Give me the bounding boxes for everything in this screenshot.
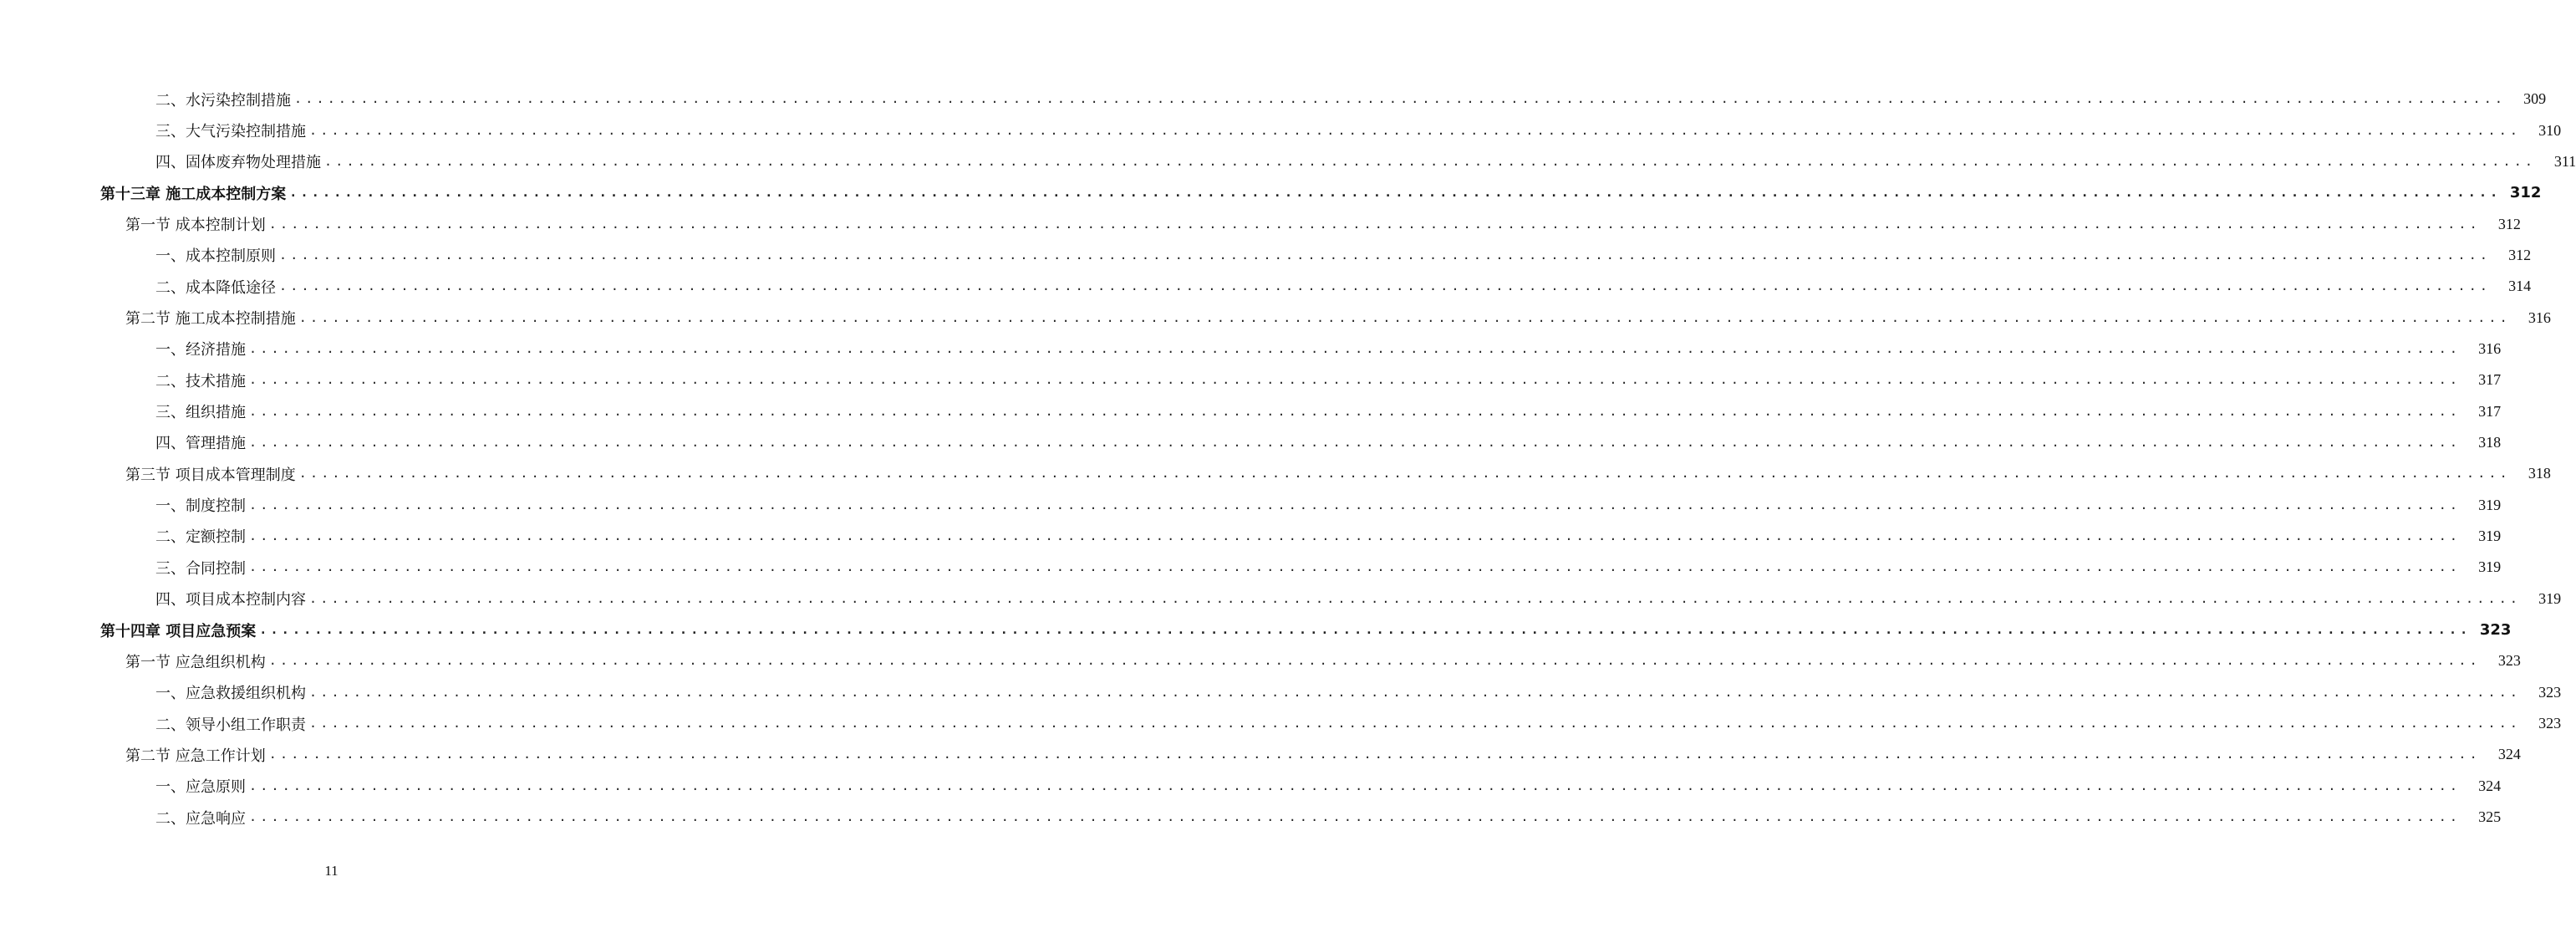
toc-subsection-entry[interactable] <box>0 84 2547 115</box>
toc-entry-page: 323 <box>2538 715 2562 732</box>
toc-entry-page: 318 <box>2478 433 2502 451</box>
toc-entry-page: 314 <box>2508 278 2532 295</box>
toc-entry-page: 309 <box>2523 90 2547 108</box>
table-of-contents <box>0 84 2576 833</box>
toc-entry-page: 312 <box>2509 184 2542 202</box>
toc-section-entry[interactable] <box>0 645 2521 676</box>
toc-entry-page: 311 <box>2553 152 2576 170</box>
toc-subsection-entry[interactable] <box>0 146 2576 177</box>
dot-leader: ........................................................................................................................................................................................................ <box>294 91 2507 107</box>
toc-entry-label: 第一节 应急组织机构 <box>125 653 266 671</box>
toc-entry-label: 一、应急原则 <box>155 778 246 797</box>
toc-entry-page: 319 <box>2478 558 2502 576</box>
toc-entry-label: 一、经济措施 <box>155 341 246 359</box>
toc-entry-page: 317 <box>2478 371 2502 389</box>
dot-leader: ........................................................................................................................................................................................................ <box>259 622 2472 638</box>
toc-entry-page: 319 <box>2478 496 2502 513</box>
toc-entry-page: 318 <box>2528 465 2551 482</box>
dot-leader: ........................................................................................................................................................................................................ <box>249 372 2461 388</box>
dot-leader: ........................................................................................................................................................................................................ <box>309 122 2522 138</box>
toc-entry-page: 319 <box>2538 589 2562 607</box>
toc-entry-page: 323 <box>2538 683 2562 701</box>
toc-entry-page: 312 <box>2508 246 2532 263</box>
toc-entry-label: 二、领导小组工作职责 <box>155 716 306 734</box>
toc-entry-label: 二、定额控制 <box>155 528 246 547</box>
toc-chapter-entry[interactable] <box>0 177 2542 208</box>
toc-entry-page: 324 <box>2478 777 2502 794</box>
toc-entry-label: 第一节 成本控制计划 <box>125 217 266 235</box>
dot-leader: ........................................................................................................................................................................................................ <box>249 403 2461 419</box>
toc-entry-label: 四、固体废弃物处理措施 <box>155 154 321 172</box>
dot-leader: ........................................................................................................................................................................................................ <box>249 809 2461 825</box>
toc-subsection-entry[interactable] <box>0 334 2502 364</box>
toc-entry-page: 319 <box>2478 527 2502 544</box>
dot-leader: ........................................................................................................................................................................................................ <box>268 747 2481 762</box>
toc-subsection-entry[interactable] <box>0 364 2502 395</box>
toc-section-entry[interactable] <box>0 458 2551 489</box>
toc-entry-label: 三、合同控制 <box>155 559 246 578</box>
toc-subsection-entry[interactable] <box>0 771 2502 802</box>
toc-subsection-entry[interactable] <box>0 708 2562 739</box>
toc-chapter-entry[interactable] <box>0 614 2512 645</box>
page-number: 11 <box>324 863 339 879</box>
dot-leader: ........................................................................................................................................................................................................ <box>268 653 2481 669</box>
toc-entry-label: 第三节 项目成本管理制度 <box>125 466 296 484</box>
dot-leader: ........................................................................................................................................................................................................ <box>309 716 2522 732</box>
toc-section-entry[interactable] <box>0 302 2551 333</box>
toc-subsection-entry[interactable] <box>0 521 2502 552</box>
toc-subsection-entry[interactable] <box>0 677 2562 708</box>
toc-subsection-entry[interactable] <box>0 240 2532 271</box>
toc-subsection-entry[interactable] <box>0 271 2532 302</box>
dot-leader: ........................................................................................................................................................................................................ <box>309 684 2522 700</box>
toc-entry-label: 三、组织措施 <box>155 404 246 422</box>
toc-entry-label: 一、成本控制原则 <box>155 247 276 266</box>
toc-entry-page: 312 <box>2497 215 2521 232</box>
dot-leader: ........................................................................................................................................................................................................ <box>324 153 2537 169</box>
toc-entry-label: 二、成本降低途径 <box>155 278 276 297</box>
toc-entry-label: 第二节 施工成本控制措施 <box>125 310 296 329</box>
toc-subsection-entry[interactable] <box>0 584 2562 614</box>
toc-entry-page: 323 <box>2497 652 2521 670</box>
dot-leader: ........................................................................................................................................................................................................ <box>298 466 2511 482</box>
toc-entry-page: 323 <box>2479 621 2512 640</box>
toc-entry-label: 二、技术措施 <box>155 372 246 390</box>
toc-subsection-entry[interactable] <box>0 395 2502 426</box>
dot-leader: ........................................................................................................................................................................................................ <box>249 434 2461 450</box>
dot-leader: ........................................................................................................................................................................................................ <box>268 216 2481 232</box>
toc-entry-page: 317 <box>2478 402 2502 420</box>
dot-leader: ........................................................................................................................................................................................................ <box>249 528 2461 543</box>
toc-entry-page: 316 <box>2478 339 2502 357</box>
toc-entry-label: 二、应急响应 <box>155 809 246 828</box>
toc-entry-page: 316 <box>2528 308 2551 326</box>
toc-section-entry[interactable] <box>0 739 2521 770</box>
dot-leader: ........................................................................................................................................................................................................ <box>289 185 2502 201</box>
toc-section-entry[interactable] <box>0 208 2521 239</box>
dot-leader: ........................................................................................................................................................................................................ <box>309 590 2522 606</box>
dot-leader: ........................................................................................................................................................................................................ <box>298 309 2511 325</box>
dot-leader: ........................................................................................................................................................................................................ <box>249 340 2461 356</box>
dot-leader: ........................................................................................................................................................................................................ <box>279 247 2492 263</box>
dot-leader: ........................................................................................................................................................................................................ <box>249 777 2461 793</box>
toc-entry-label: 一、制度控制 <box>155 497 246 516</box>
toc-subsection-entry[interactable] <box>0 115 2562 145</box>
toc-subsection-entry[interactable] <box>0 552 2502 583</box>
dot-leader: ........................................................................................................................................................................................................ <box>249 559 2461 575</box>
toc-entry-label: 二、水污染控制措施 <box>155 91 291 110</box>
toc-subsection-entry[interactable] <box>0 427 2502 458</box>
toc-entry-label: 三、大气污染控制措施 <box>155 123 306 141</box>
toc-entry-label: 一、应急救援组织机构 <box>155 685 306 703</box>
dot-leader: ........................................................................................................................................................................................................ <box>249 497 2461 512</box>
toc-entry-page: 310 <box>2538 121 2562 139</box>
dot-leader: ........................................................................................................................................................................................................ <box>279 278 2492 294</box>
toc-entry-label: 四、项目成本控制内容 <box>155 591 306 609</box>
toc-entry-label: 四、管理措施 <box>155 435 246 453</box>
toc-entry-page: 324 <box>2497 746 2521 763</box>
toc-subsection-entry[interactable] <box>0 489 2502 520</box>
toc-subsection-entry[interactable] <box>0 802 2502 833</box>
toc-entry-label: 第十四章 项目应急预案 <box>100 622 257 640</box>
toc-entry-label: 第二节 应急工作计划 <box>125 747 266 765</box>
toc-entry-label: 第十三章 施工成本控制方案 <box>100 185 287 203</box>
toc-entry-page: 325 <box>2478 808 2502 826</box>
